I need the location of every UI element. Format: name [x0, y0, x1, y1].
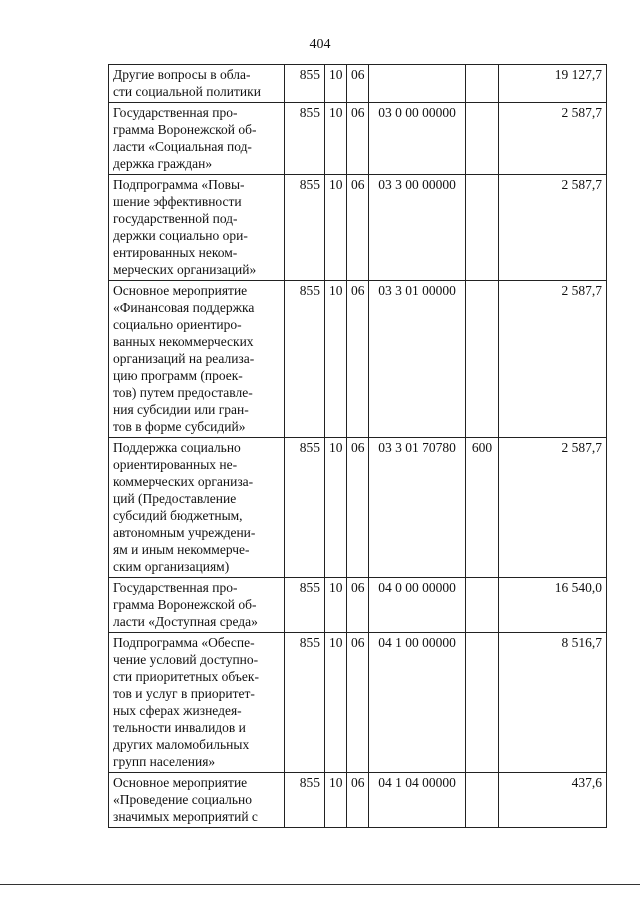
- item-name-line: организаций на реализа-: [113, 351, 255, 366]
- item-name-cell: [109, 103, 285, 175]
- amount-cell: 2 587,7: [499, 438, 607, 578]
- item-name-line: грамма Воронежской об-: [113, 122, 257, 137]
- bottom-rule: [0, 884, 640, 885]
- expense-type-cell: [466, 65, 499, 103]
- item-name-line: социально ориентиро-: [113, 317, 242, 332]
- table-row: [109, 65, 607, 103]
- item-name-line: Подпрограмма «Повы-: [113, 177, 245, 192]
- table-row: [109, 578, 607, 633]
- expense-type-cell: 600: [466, 438, 499, 578]
- subsection-code-cell: 06: [347, 281, 369, 438]
- item-name-line: ласти «Доступная среда»: [113, 614, 258, 629]
- table-row: [109, 103, 607, 175]
- ministry-code-cell: 855: [285, 438, 325, 578]
- target-code-cell: 04 1 00 00000: [369, 633, 466, 773]
- item-name-line: групп населения»: [113, 754, 216, 769]
- item-name-line: сти социальной политики: [113, 84, 261, 99]
- item-name-cell: [109, 65, 285, 103]
- table-row: [109, 773, 607, 828]
- item-name-line: ским организациям): [113, 559, 230, 574]
- item-name-line: значимых мероприятий с: [113, 809, 258, 824]
- item-name-cell: [109, 773, 285, 828]
- ministry-code-cell: 855: [285, 65, 325, 103]
- amount-cell: 16 540,0: [499, 578, 607, 633]
- item-name-line: грамма Воронежской об-: [113, 597, 257, 612]
- item-name-line: субсидий бюджетным,: [113, 508, 243, 523]
- section-code-cell: 10: [325, 633, 347, 773]
- item-name-line: коммерческих организа-: [113, 474, 254, 489]
- section-code-cell: 10: [325, 103, 347, 175]
- item-name-cell: [109, 633, 285, 773]
- target-code-cell: 03 3 00 00000: [369, 175, 466, 281]
- item-name-line: ния субсидии или гран-: [113, 402, 249, 417]
- table-row: [109, 175, 607, 281]
- item-name-line: Государственная про-: [113, 105, 238, 120]
- item-name-line: автономным учреждени-: [113, 525, 256, 540]
- section-code-cell: 10: [325, 65, 347, 103]
- item-name-cell: [109, 438, 285, 578]
- amount-cell: 437,6: [499, 773, 607, 828]
- ministry-code-cell: 855: [285, 578, 325, 633]
- page-number: 404: [309, 37, 331, 52]
- subsection-code-cell: 06: [347, 103, 369, 175]
- section-code-cell: 10: [325, 578, 347, 633]
- ministry-code-cell: 855: [285, 175, 325, 281]
- item-name-line: государственной под-: [113, 211, 238, 226]
- target-code-cell: [369, 65, 466, 103]
- ministry-code-cell: 855: [285, 281, 325, 438]
- subsection-code-cell: 06: [347, 633, 369, 773]
- item-name-cell: [109, 175, 285, 281]
- budget-table: [108, 64, 607, 828]
- item-name-line: ям и иным некоммерче-: [113, 542, 250, 557]
- item-name-line: тов в форме субсидий»: [113, 419, 246, 434]
- subsection-code-cell: 06: [347, 175, 369, 281]
- amount-cell: 19 127,7: [499, 65, 607, 103]
- section-code-cell: 10: [325, 773, 347, 828]
- target-code-cell: 03 3 01 00000: [369, 281, 466, 438]
- amount-cell: 2 587,7: [499, 281, 607, 438]
- item-name-line: мерческих организаций»: [113, 262, 257, 277]
- item-name-line: других маломобильных: [113, 737, 250, 752]
- amount-cell: 2 587,7: [499, 175, 607, 281]
- subsection-code-cell: 06: [347, 773, 369, 828]
- item-name-line: ных сферах жизнедея-: [113, 703, 242, 718]
- subsection-code-cell: 06: [347, 578, 369, 633]
- amount-cell: 2 587,7: [499, 103, 607, 175]
- ministry-code-cell: 855: [285, 773, 325, 828]
- item-name-line: ванных некоммерческих: [113, 334, 254, 349]
- table-row: [109, 281, 607, 438]
- section-code-cell: 10: [325, 175, 347, 281]
- subsection-code-cell: 06: [347, 438, 369, 578]
- ministry-code-cell: 855: [285, 633, 325, 773]
- item-name-line: ласти «Социальная под-: [113, 139, 252, 154]
- section-code-cell: 10: [325, 281, 347, 438]
- target-code-cell: 03 3 01 70780: [369, 438, 466, 578]
- ministry-code-cell: 855: [285, 103, 325, 175]
- item-name-line: Основное мероприятие: [113, 775, 248, 790]
- item-name-line: ориентированных не-: [113, 457, 238, 472]
- target-code-cell: 04 1 04 00000: [369, 773, 466, 828]
- section-code-cell: 10: [325, 438, 347, 578]
- expense-type-cell: [466, 773, 499, 828]
- target-code-cell: 04 0 00 00000: [369, 578, 466, 633]
- budget-table-body: [109, 65, 607, 828]
- target-code-cell: 03 0 00 00000: [369, 103, 466, 175]
- item-name-line: Основное мероприятие: [113, 283, 248, 298]
- expense-type-cell: [466, 578, 499, 633]
- item-name-cell: [109, 578, 285, 633]
- item-name-line: шение эффективности: [113, 194, 242, 209]
- subsection-code-cell: 06: [347, 65, 369, 103]
- expense-type-cell: [466, 633, 499, 773]
- item-name-line: «Финансовая поддержка: [113, 300, 255, 315]
- item-name-line: Подпрограмма «Обеспе-: [113, 635, 255, 650]
- expense-type-cell: [466, 103, 499, 175]
- item-name-line: Поддержка социально: [113, 440, 241, 455]
- amount-cell: 8 516,7: [499, 633, 607, 773]
- item-name-line: ций (Предоставление: [113, 491, 237, 506]
- item-name-line: тов и услуг в приоритет-: [113, 686, 255, 701]
- item-name-line: сти приоритетных объек-: [113, 669, 259, 684]
- item-name-line: «Проведение социально: [113, 792, 252, 807]
- item-name-cell: [109, 281, 285, 438]
- item-name-line: чение условий доступно-: [113, 652, 259, 667]
- table-row: [109, 438, 607, 578]
- item-name-line: цию программ (проек-: [113, 368, 243, 383]
- item-name-line: ентированных неком-: [113, 245, 238, 260]
- item-name-line: Другие вопросы в обла-: [113, 67, 251, 82]
- expense-type-cell: [466, 175, 499, 281]
- item-name-line: тов) путем предоставле-: [113, 385, 253, 400]
- expense-type-cell: [466, 281, 499, 438]
- item-name-line: тельности инвалидов и: [113, 720, 246, 735]
- item-name-line: держки социально ори-: [113, 228, 248, 243]
- table-row: [109, 633, 607, 773]
- item-name-line: держка граждан»: [113, 156, 213, 171]
- item-name-line: Государственная про-: [113, 580, 238, 595]
